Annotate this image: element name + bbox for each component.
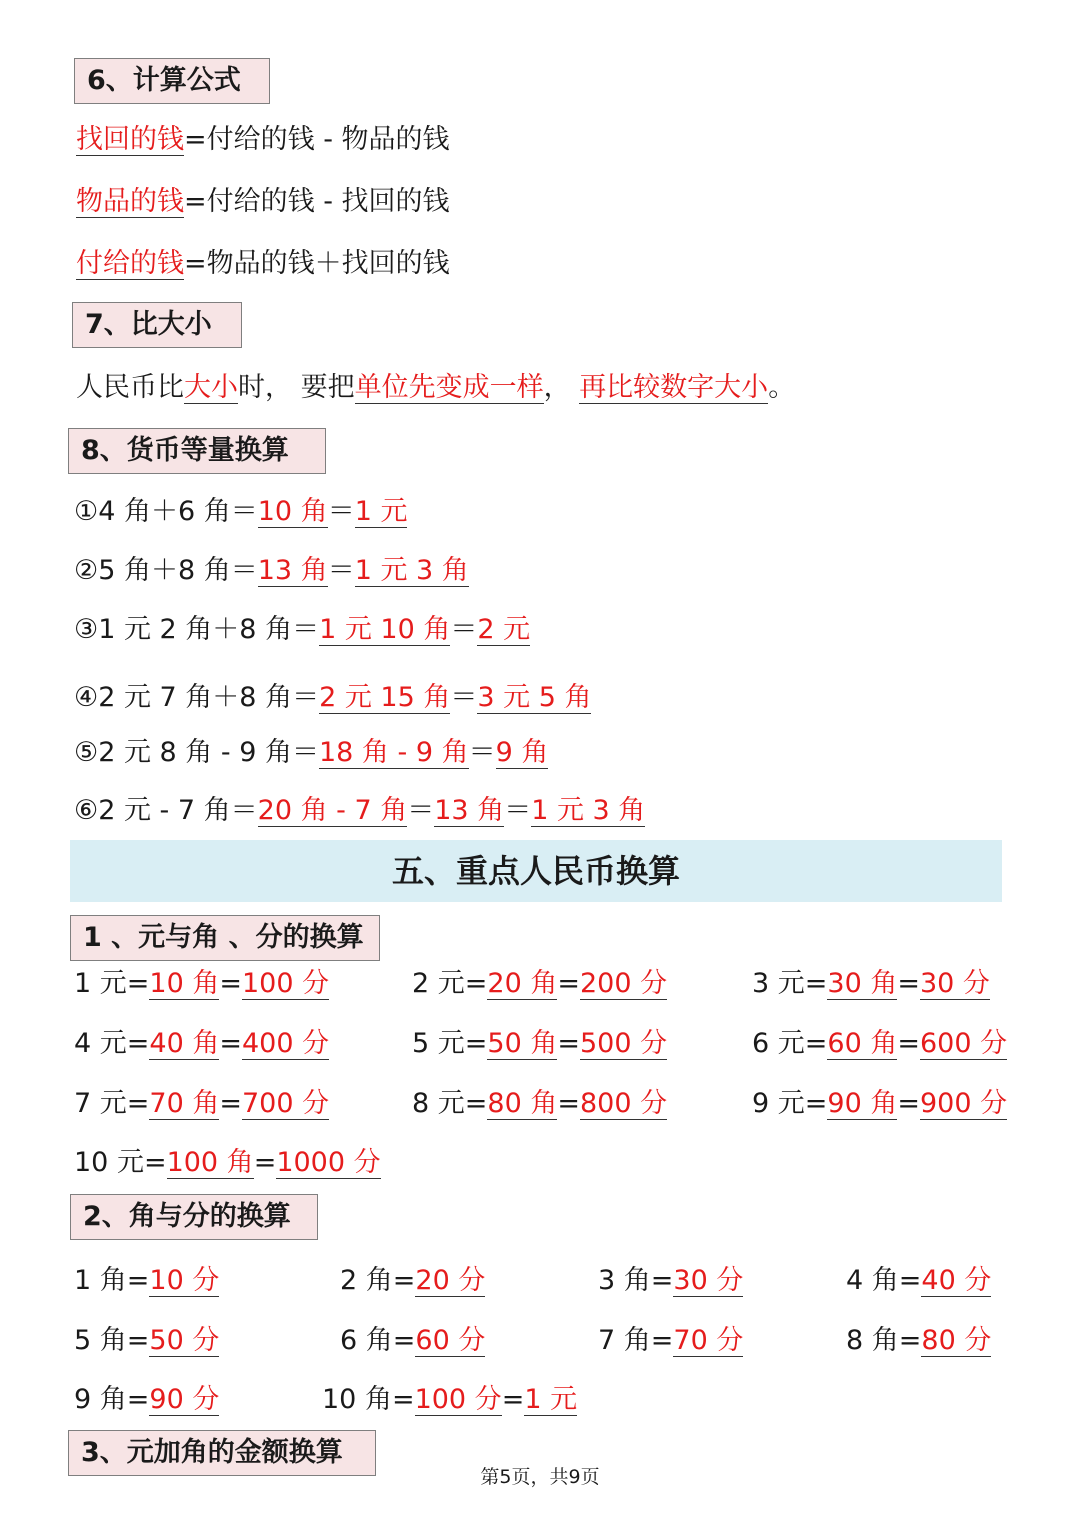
answer: 1 元 3 角 — [531, 795, 646, 826]
conversion-answer: 60 分 — [415, 1325, 486, 1356]
equals: = — [219, 1088, 242, 1119]
question: ④2 元 7 角＋8 角＝ — [74, 682, 320, 713]
page-footer: 第5页，共9页 — [480, 1466, 600, 1488]
formula-line-1 — [76, 122, 450, 158]
conversion-prefix: 8 元= — [412, 1088, 488, 1119]
equals: ＝ — [450, 614, 478, 645]
highlight: 再比较数字大小 — [579, 372, 769, 403]
answer: 3 元 5 角 — [477, 682, 592, 713]
conversion-answer: 200 分 — [579, 968, 668, 999]
formula-rest: =付给的钱 - 物品的钱 — [184, 124, 450, 155]
conversion-answer: 30 分 — [919, 968, 990, 999]
conversion-answer: 80 角 — [487, 1088, 558, 1119]
answer: 18 角 - 9 角 — [318, 737, 469, 768]
conversion-item — [412, 966, 667, 1002]
conversion-answer: 30 角 — [827, 968, 898, 999]
conversion-answer: 400 分 — [241, 1028, 330, 1059]
exchange-row-5 — [74, 735, 548, 771]
conversion-prefix: 2 角= — [340, 1265, 416, 1296]
section-6-heading: 6、计算公式 — [74, 58, 270, 104]
conversion-answer: 90 分 — [149, 1384, 220, 1415]
text: ， — [543, 372, 580, 403]
answer: 2 元 — [477, 614, 531, 645]
conversion-item — [846, 1263, 991, 1299]
text: 时， 要把 — [238, 372, 355, 403]
highlight: 单位先变成一样 — [354, 372, 544, 403]
equals: = — [897, 968, 920, 999]
equals: = — [253, 1147, 277, 1178]
conversion-answer: 1000 分 — [276, 1147, 381, 1178]
conversion-item — [322, 1382, 577, 1418]
conversion-item — [598, 1323, 743, 1359]
conversion-item — [752, 966, 990, 1002]
exchange-row-6 — [74, 793, 645, 829]
equals: = — [897, 1088, 920, 1119]
answer: 10 角 — [257, 496, 328, 527]
conversion-prefix: 10 元= — [74, 1147, 167, 1178]
conversion-answer: 70 角 — [149, 1088, 220, 1119]
conversion-answer: 800 分 — [579, 1088, 668, 1119]
conversion-3-heading: 3、元加角的金额换算 — [68, 1430, 376, 1476]
text: 人民币比 — [76, 372, 184, 403]
conversion-answer: 80 分 — [921, 1325, 992, 1356]
section-8-heading: 8、货币等量换算 — [68, 428, 326, 474]
equals: ＝ — [407, 795, 435, 826]
conversion-answer: 900 分 — [919, 1088, 1008, 1119]
conversion-prefix: 4 元= — [74, 1028, 150, 1059]
conversion-item — [752, 1026, 1007, 1062]
conversion-answer: 20 角 — [487, 968, 558, 999]
conversion-answer: 10 角 — [149, 968, 220, 999]
conversion-answer: 60 角 — [827, 1028, 898, 1059]
equals: = — [501, 1384, 525, 1415]
conversion-prefix: 7 元= — [74, 1088, 150, 1119]
conversion-answer: 70 分 — [673, 1325, 744, 1356]
conversion-prefix: 9 元= — [752, 1088, 828, 1119]
exchange-row-3 — [74, 612, 530, 648]
conversion-prefix: 6 角= — [340, 1325, 416, 1356]
equals: = — [557, 1028, 580, 1059]
equals: ＝ — [468, 737, 496, 768]
conversion-answer: 10 分 — [149, 1265, 220, 1296]
conversion-item — [74, 1086, 329, 1122]
conversion-answer: 100 分 — [241, 968, 330, 999]
equals: ＝ — [327, 555, 355, 586]
exchange-row-1 — [74, 494, 407, 530]
equals: = — [219, 1028, 242, 1059]
conversion-item — [74, 1145, 381, 1181]
conversion-answer: 100 角 — [166, 1147, 254, 1178]
equals: = — [557, 1088, 580, 1119]
conversion-prefix: 10 角= — [322, 1384, 415, 1415]
conversion-item — [846, 1323, 991, 1359]
equals: = — [557, 968, 580, 999]
conversion-answer: 50 分 — [149, 1325, 220, 1356]
question: ③1 元 2 角＋8 角＝ — [74, 614, 320, 645]
equals: ＝ — [327, 496, 355, 527]
formula-rest: =付给的钱 - 找回的钱 — [184, 186, 450, 217]
equals: = — [219, 968, 242, 999]
conversion-item — [74, 1382, 219, 1418]
conversion-prefix: 5 元= — [412, 1028, 488, 1059]
conversion-prefix: 3 元= — [752, 968, 828, 999]
conversion-answer: 40 分 — [921, 1265, 992, 1296]
conversion-answer: 40 角 — [149, 1028, 220, 1059]
formula-line-3 — [76, 246, 450, 282]
conversion-item — [412, 1026, 667, 1062]
conversion-prefix: 6 元= — [752, 1028, 828, 1059]
answer: 1 元 3 角 — [354, 555, 469, 586]
section-banner: 五、重点人民币换算 — [70, 840, 1002, 902]
conversion-item — [752, 1086, 1007, 1122]
exchange-row-4 — [74, 680, 591, 716]
conversion-answer: 20 分 — [415, 1265, 486, 1296]
conversion-answer: 100 分 — [414, 1384, 502, 1415]
answer: 9 角 — [495, 737, 549, 768]
compare-rule — [76, 370, 795, 406]
formula-term: 物品的钱 — [76, 186, 184, 217]
conversion-answer: 1 元 — [524, 1384, 578, 1415]
conversion-answer: 50 角 — [487, 1028, 558, 1059]
conversion-item — [74, 1263, 219, 1299]
formula-term: 找回的钱 — [76, 124, 184, 155]
conversion-prefix: 5 角= — [74, 1325, 150, 1356]
formula-term: 付给的钱 — [76, 248, 184, 279]
equals: = — [897, 1028, 920, 1059]
conversion-item — [340, 1263, 485, 1299]
conversion-answer: 600 分 — [919, 1028, 1008, 1059]
text: 。 — [768, 372, 796, 403]
conversion-answer: 500 分 — [579, 1028, 668, 1059]
conversion-prefix: 4 角= — [846, 1265, 922, 1296]
conversion-item — [412, 1086, 667, 1122]
conversion-prefix: 7 角= — [598, 1325, 674, 1356]
conversion-item — [340, 1323, 485, 1359]
highlight: 大小 — [184, 372, 238, 403]
formula-rest: =物品的钱＋找回的钱 — [184, 248, 450, 279]
equals: ＝ — [450, 682, 478, 713]
conversion-answer: 90 角 — [827, 1088, 898, 1119]
conversion-answer: 700 分 — [241, 1088, 330, 1119]
conversion-item — [74, 966, 329, 1002]
conversion-item — [74, 1026, 329, 1062]
question: ②5 角＋8 角＝ — [74, 555, 258, 586]
section-7-heading: 7、比大小 — [72, 302, 242, 348]
conversion-1-heading: 1 、元与角 、分的换算 — [70, 915, 380, 961]
conversion-prefix: 9 角= — [74, 1384, 150, 1415]
question: ①4 角＋6 角＝ — [74, 496, 258, 527]
answer: 20 角 - 7 角 — [257, 795, 408, 826]
question: ⑤2 元 8 角 - 9 角＝ — [74, 737, 319, 768]
conversion-2-heading: 2、角与分的换算 — [70, 1194, 318, 1240]
answer: 2 元 15 角 — [319, 682, 451, 713]
answer: 1 元 10 角 — [319, 614, 451, 645]
conversion-prefix: 1 角= — [74, 1265, 150, 1296]
answer: 13 角 — [434, 795, 505, 826]
conversion-answer: 30 分 — [673, 1265, 744, 1296]
conversion-item — [598, 1263, 743, 1299]
conversion-item — [74, 1323, 219, 1359]
equals: ＝ — [504, 795, 532, 826]
answer: 13 角 — [257, 555, 328, 586]
conversion-prefix: 1 元= — [74, 968, 150, 999]
formula-line-2 — [76, 184, 450, 220]
answer: 1 元 — [354, 496, 408, 527]
exchange-row-2 — [74, 553, 469, 589]
conversion-prefix: 2 元= — [412, 968, 488, 999]
conversion-prefix: 8 角= — [846, 1325, 922, 1356]
conversion-prefix: 3 角= — [598, 1265, 674, 1296]
question: ⑥2 元 - 7 角＝ — [74, 795, 258, 826]
